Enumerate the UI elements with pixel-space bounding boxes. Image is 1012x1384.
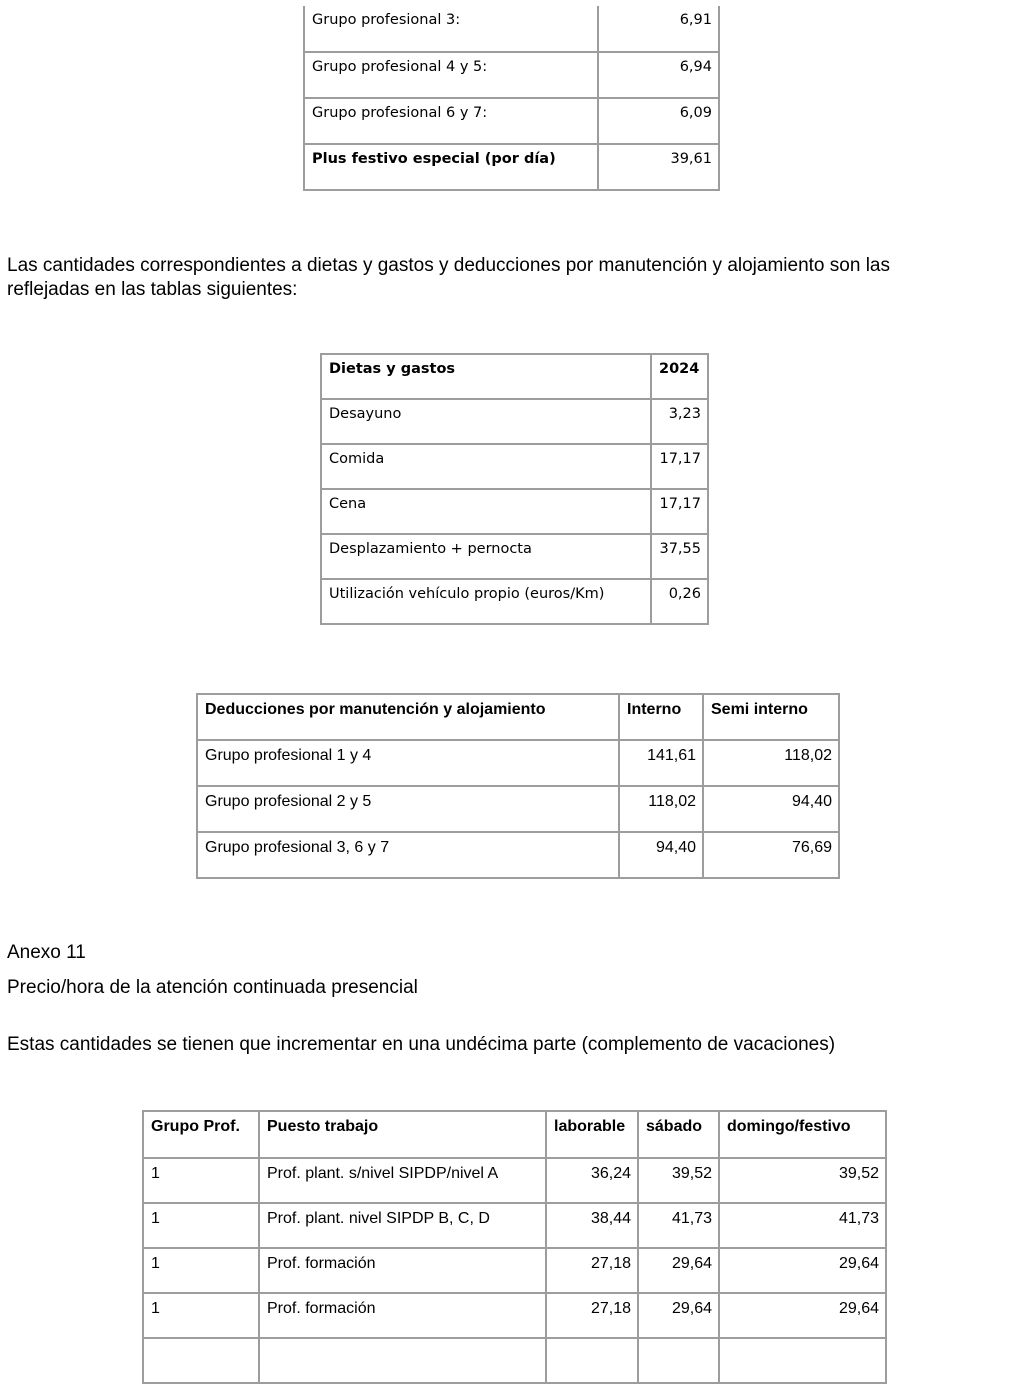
column-header: laborable (546, 1111, 638, 1158)
column-header: Puesto trabajo (259, 1111, 546, 1158)
domingo-value: 39,52 (719, 1158, 886, 1203)
grupo-cell (143, 1338, 259, 1383)
semi-interno-value: 118,02 (703, 740, 839, 786)
precio-hora-table (142, 1110, 887, 1384)
row-label: Comida (321, 444, 651, 489)
row-label: Cena (321, 489, 651, 534)
plus-festivo-table (303, 6, 720, 191)
row-label: Grupo profesional 4 y 5: (304, 52, 598, 98)
row-value: 6,94 (598, 52, 719, 98)
grupo-cell: 1 (143, 1203, 259, 1248)
table-row (197, 740, 839, 786)
table-row (143, 1203, 886, 1248)
grupo-cell: 1 (143, 1158, 259, 1203)
interno-value: 94,40 (619, 832, 703, 878)
row-value: 17,17 (651, 444, 708, 489)
row-label: Desayuno (321, 399, 651, 444)
puesto-cell (259, 1338, 546, 1383)
table-header-row (321, 354, 708, 399)
column-header: sábado (638, 1111, 719, 1158)
anexo-note: Estas cantidades se tienen que incrementar en una undécima parte (complemento de vacaciones) (7, 1034, 836, 1055)
table-row (321, 534, 708, 579)
dietas-intro-paragraph: Las cantidades correspondientes a dietas y gastos y deducciones por manutención y alojamiento son las reflejadas en las tablas siguientes: (7, 255, 890, 300)
semi-interno-value: 94,40 (703, 786, 839, 832)
table-row (143, 1248, 886, 1293)
puesto-cell: Prof. formación (259, 1293, 546, 1338)
puesto-cell: Prof. plant. s/nivel SIPDP/nivel A (259, 1158, 546, 1203)
column-header: domingo/festivo (719, 1111, 886, 1158)
table-row (321, 399, 708, 444)
table-row (143, 1158, 886, 1203)
puesto-cell: Prof. plant. nivel SIPDP B, C, D (259, 1203, 546, 1248)
laborable-value: 27,18 (546, 1293, 638, 1338)
row-value: 0,26 (651, 579, 708, 624)
semi-interno-value: 76,69 (703, 832, 839, 878)
laborable-value: 38,44 (546, 1203, 638, 1248)
row-label: Grupo profesional 3: (304, 6, 598, 52)
sabado-value: 39,52 (638, 1158, 719, 1203)
grupo-cell: 1 (143, 1248, 259, 1293)
domingo-value: 41,73 (719, 1203, 886, 1248)
puesto-cell: Prof. formación (259, 1248, 546, 1293)
column-header: Semi interno (703, 694, 839, 740)
table-row (321, 489, 708, 534)
domingo-value (719, 1338, 886, 1383)
table-row (143, 1293, 886, 1338)
row-label: Plus festivo especial (por día) (304, 144, 598, 190)
row-label: Grupo profesional 2 y 5 (197, 786, 619, 832)
grupo-cell: 1 (143, 1293, 259, 1338)
row-value: 3,23 (651, 399, 708, 444)
laborable-value: 36,24 (546, 1158, 638, 1203)
row-value: 6,91 (598, 6, 719, 52)
table-header-row (197, 694, 839, 740)
row-label: Utilización vehículo propio (euros/Km) (321, 579, 651, 624)
column-header: Grupo Prof. (143, 1111, 259, 1158)
table-row (197, 786, 839, 832)
column-header: Dietas y gastos (321, 354, 651, 399)
table-row (143, 1338, 886, 1383)
row-label: Grupo profesional 6 y 7: (304, 98, 598, 144)
domingo-value: 29,64 (719, 1293, 886, 1338)
row-label: Desplazamiento + pernocta (321, 534, 651, 579)
column-header: Deducciones por manutención y alojamiento (197, 694, 619, 740)
anexo-subtitle: Precio/hora de la atención continuada presencial (7, 977, 418, 998)
table-row (304, 52, 719, 98)
table-row (304, 98, 719, 144)
sabado-value: 29,64 (638, 1293, 719, 1338)
table-row (304, 144, 719, 190)
table-row (197, 832, 839, 878)
table-header-row (143, 1111, 886, 1158)
row-value: 6,09 (598, 98, 719, 144)
sabado-value (638, 1338, 719, 1383)
column-header: 2024 (651, 354, 708, 399)
sabado-value: 29,64 (638, 1248, 719, 1293)
table-row (321, 579, 708, 624)
row-value: 37,55 (651, 534, 708, 579)
dietas-gastos-table (320, 353, 709, 625)
row-label: Grupo profesional 3, 6 y 7 (197, 832, 619, 878)
interno-value: 141,61 (619, 740, 703, 786)
anexo-title: Anexo 11 (7, 942, 86, 963)
deducciones-table (196, 693, 840, 879)
sabado-value: 41,73 (638, 1203, 719, 1248)
domingo-value: 29,64 (719, 1248, 886, 1293)
laborable-value (546, 1338, 638, 1383)
table-row (321, 444, 708, 489)
row-value: 39,61 (598, 144, 719, 190)
column-header: Interno (619, 694, 703, 740)
interno-value: 118,02 (619, 786, 703, 832)
table-row (304, 6, 719, 52)
row-value: 17,17 (651, 489, 708, 534)
laborable-value: 27,18 (546, 1248, 638, 1293)
row-label: Grupo profesional 1 y 4 (197, 740, 619, 786)
